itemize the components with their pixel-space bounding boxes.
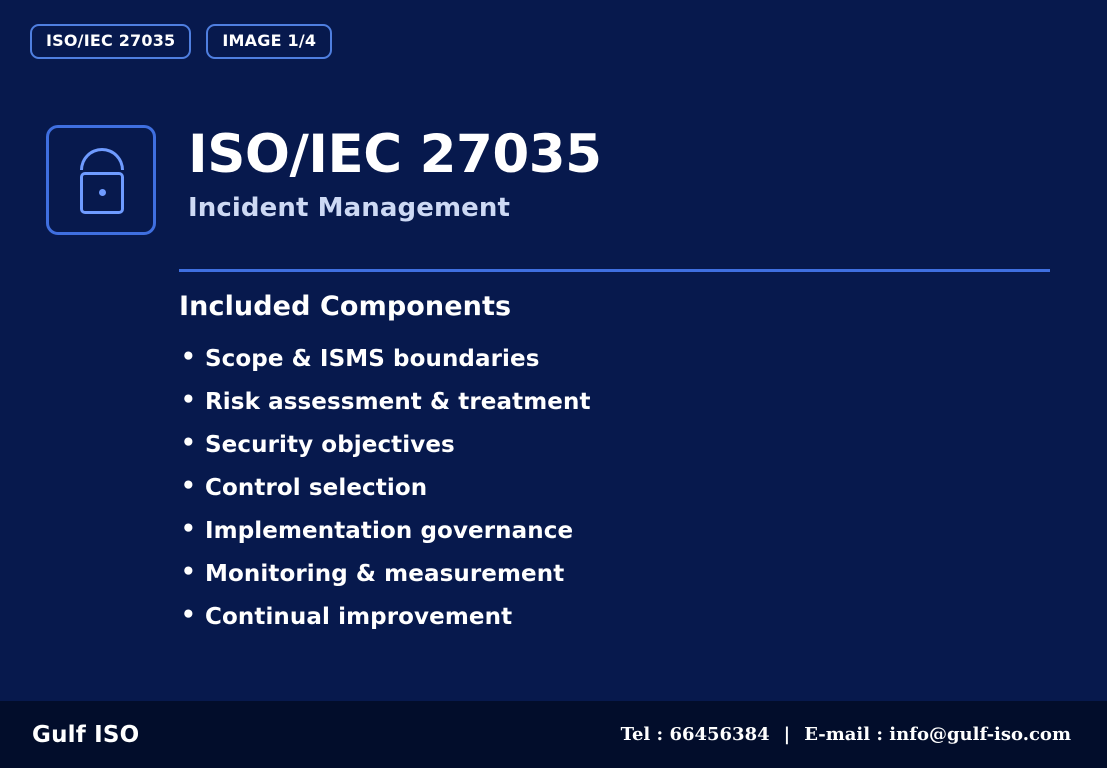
list-item	[179, 561, 1059, 587]
bullet-icon: •	[181, 344, 196, 370]
footer-bar	[0, 701, 1107, 768]
bullet-icon: •	[181, 473, 196, 499]
padlock-shackle-icon	[80, 148, 124, 170]
bullet-icon: •	[181, 602, 196, 628]
list-item	[179, 389, 1059, 415]
bullet-icon: •	[181, 430, 196, 456]
list-item-label: Security objectives	[205, 432, 455, 458]
list-item	[179, 604, 1059, 630]
footer-contact	[621, 724, 1071, 745]
footer-phone: Tel : 66456384	[620, 724, 770, 745]
list-item-label: Continual improvement	[205, 604, 513, 630]
section-heading: Included Components	[179, 291, 512, 322]
divider	[179, 269, 1050, 272]
list-item	[179, 346, 1059, 372]
badge-image-index: IMAGE 1/4	[206, 24, 332, 59]
footer-brand: Gulf ISO	[32, 721, 140, 748]
bullet-icon: •	[181, 516, 196, 542]
bullet-icon: •	[181, 559, 196, 585]
padlock-keyhole-icon	[99, 189, 106, 196]
page-subtitle: Incident Management	[188, 192, 511, 223]
unlocked-padlock-icon	[46, 125, 156, 235]
footer-separator: |	[783, 724, 791, 745]
list-item	[179, 475, 1059, 501]
page-title: ISO/IEC 27035	[188, 124, 602, 185]
list-item-label: Risk assessment & treatment	[205, 389, 591, 415]
list-item-label: Control selection	[205, 475, 428, 501]
footer-email: E-mail : info@gulf-iso.com	[804, 724, 1071, 745]
list-item	[179, 432, 1059, 458]
badge-standard: ISO/IEC 27035	[30, 24, 191, 59]
header-block	[46, 125, 601, 235]
bullet-icon: •	[181, 387, 196, 413]
list-item-label: Implementation governance	[205, 518, 574, 544]
content-block	[179, 291, 1059, 647]
list-item-label: Monitoring & measurement	[205, 561, 565, 587]
components-list	[179, 346, 1059, 630]
title-group	[188, 125, 601, 223]
list-item	[179, 518, 1059, 544]
badge-group	[30, 24, 332, 59]
list-item-label: Scope & ISMS boundaries	[205, 346, 540, 372]
